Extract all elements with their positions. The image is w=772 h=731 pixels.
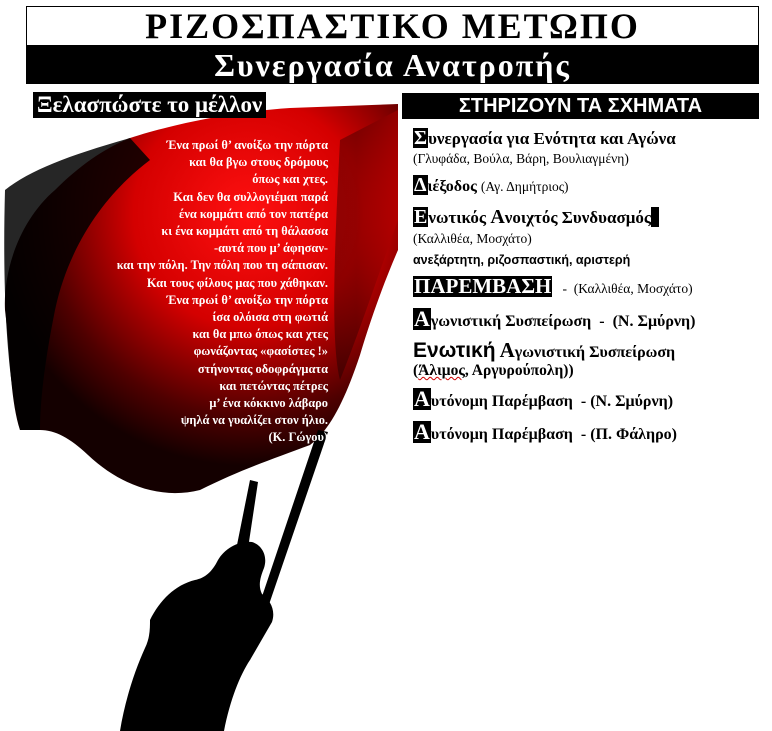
poem-line: όπως και χτες. (252, 172, 328, 187)
slogan: Ξελασπώστε το μέλλον (33, 92, 266, 118)
group-detail: (Καλλιθέα, Μοσχάτο) (413, 231, 532, 246)
group-name: υτόνομη Παρέμβαση - (Π. Φάληρο) (430, 426, 677, 443)
poem-line: και θα βγω στους δρόμους (189, 155, 328, 170)
group-initial: Α (414, 386, 430, 411)
group-initial: Α (414, 306, 430, 331)
poem (117, 137, 328, 447)
poem-line: Και δεν θα συλλογιέμαι παρά (173, 189, 328, 204)
subtitle-bar (26, 46, 759, 84)
group-entry (413, 128, 676, 149)
support-heading: ΣΤΗΡΙΖΟΥΝ ΤΑ ΣΧΗΜΑΤΑ (402, 93, 759, 119)
poem-line: στήνοντας οδοφράγματα (197, 361, 328, 376)
group-name: υτόνομη Παρέμβαση - (Ν. Σμύρνη) (430, 393, 674, 410)
group-detail: - (Καλλιθέα, Μοσχάτο) (552, 281, 693, 296)
group-entry (413, 276, 693, 298)
group-entry (413, 338, 675, 363)
poem-line: ένα κομμάτι από τον πατέρα (179, 206, 328, 221)
title-box (26, 6, 759, 46)
poem-line: κι ένα κομμάτι από τη θάλασσα (161, 224, 328, 239)
poem-line: και πετώντας πέτρες (219, 378, 328, 393)
person-silhouette (120, 542, 273, 731)
group-name-part: νοιχτός Συνδυασμός (504, 208, 651, 227)
group-name: υνεργασία για Ενότητα και Αγώνα (428, 129, 676, 148)
group-name: ιέξοδος (427, 178, 477, 195)
group-entry (413, 421, 677, 444)
poem-author: (Κ. Γώγου) (268, 430, 328, 445)
poem-line: μ’ ένα κόκκινο λάβαρο (209, 396, 328, 411)
group-detail: (Άλιμος, Αργυρούπολη)) (413, 362, 574, 379)
group-detail: (Αγ. Δημήτριος) (480, 179, 569, 194)
misspelled-word: Άλιμος (418, 362, 465, 379)
group-initial: Δ (414, 174, 427, 196)
group-name: γωνιστική Συσπείρωση - (Ν. Σμύρνη) (430, 313, 696, 330)
poem-line: και την πόλη. Την πόλη που τη σάπισαν. (116, 258, 328, 273)
poem-line: ψηλά να γυαλίζει στον ήλιο. (180, 413, 328, 428)
poem-line: Ένα πρωί θ’ ανοίξω την πόρτα (166, 292, 328, 307)
group-initial: Α (490, 206, 505, 228)
group-name-highlight: ΠΑΡΕΜΒΑΣΗ (414, 274, 552, 298)
poem-line: Και τους φίλους μας που χάθηκαν. (146, 275, 328, 290)
group-entry (413, 206, 659, 229)
main-title: ΡΙΖΟΣΠΑΣΤΙΚΟ ΜΕΤΩΠΟ (145, 6, 640, 46)
group-initial: Α (414, 419, 430, 444)
poem-line: και θα μπω όπως και χτες (192, 327, 328, 342)
group-entry (413, 388, 673, 411)
poem-line: φωνάζοντας «φασίστες !» (193, 344, 328, 359)
subtitle: Συνεργασία Ανατροπής (214, 46, 571, 83)
group-name: γωνιστική Συσπείρωση (514, 344, 676, 361)
group-note: ανεξάρτητη, ριζοσπαστική, αριστερή (413, 253, 631, 267)
poem-line: -αυτά που μ’ άφησαν- (213, 241, 328, 256)
group-name-part: νωτικός (428, 208, 491, 227)
poem-line: ίσα ολόισα στη φωτιά (212, 310, 328, 325)
group-name-highlight: Ενωτική (413, 339, 496, 362)
group-initial: Σ (414, 127, 428, 149)
group-detail: (Γλυφάδα, Βούλα, Βάρη, Βουλιαγμένη) (413, 151, 629, 166)
group-entry (413, 175, 569, 196)
poem-line: Ένα πρωί θ’ ανοίξω την πόρτα (166, 138, 328, 152)
group-initial: Ε (414, 206, 428, 228)
group-initial: Α (499, 338, 515, 362)
group-entry (413, 308, 695, 331)
